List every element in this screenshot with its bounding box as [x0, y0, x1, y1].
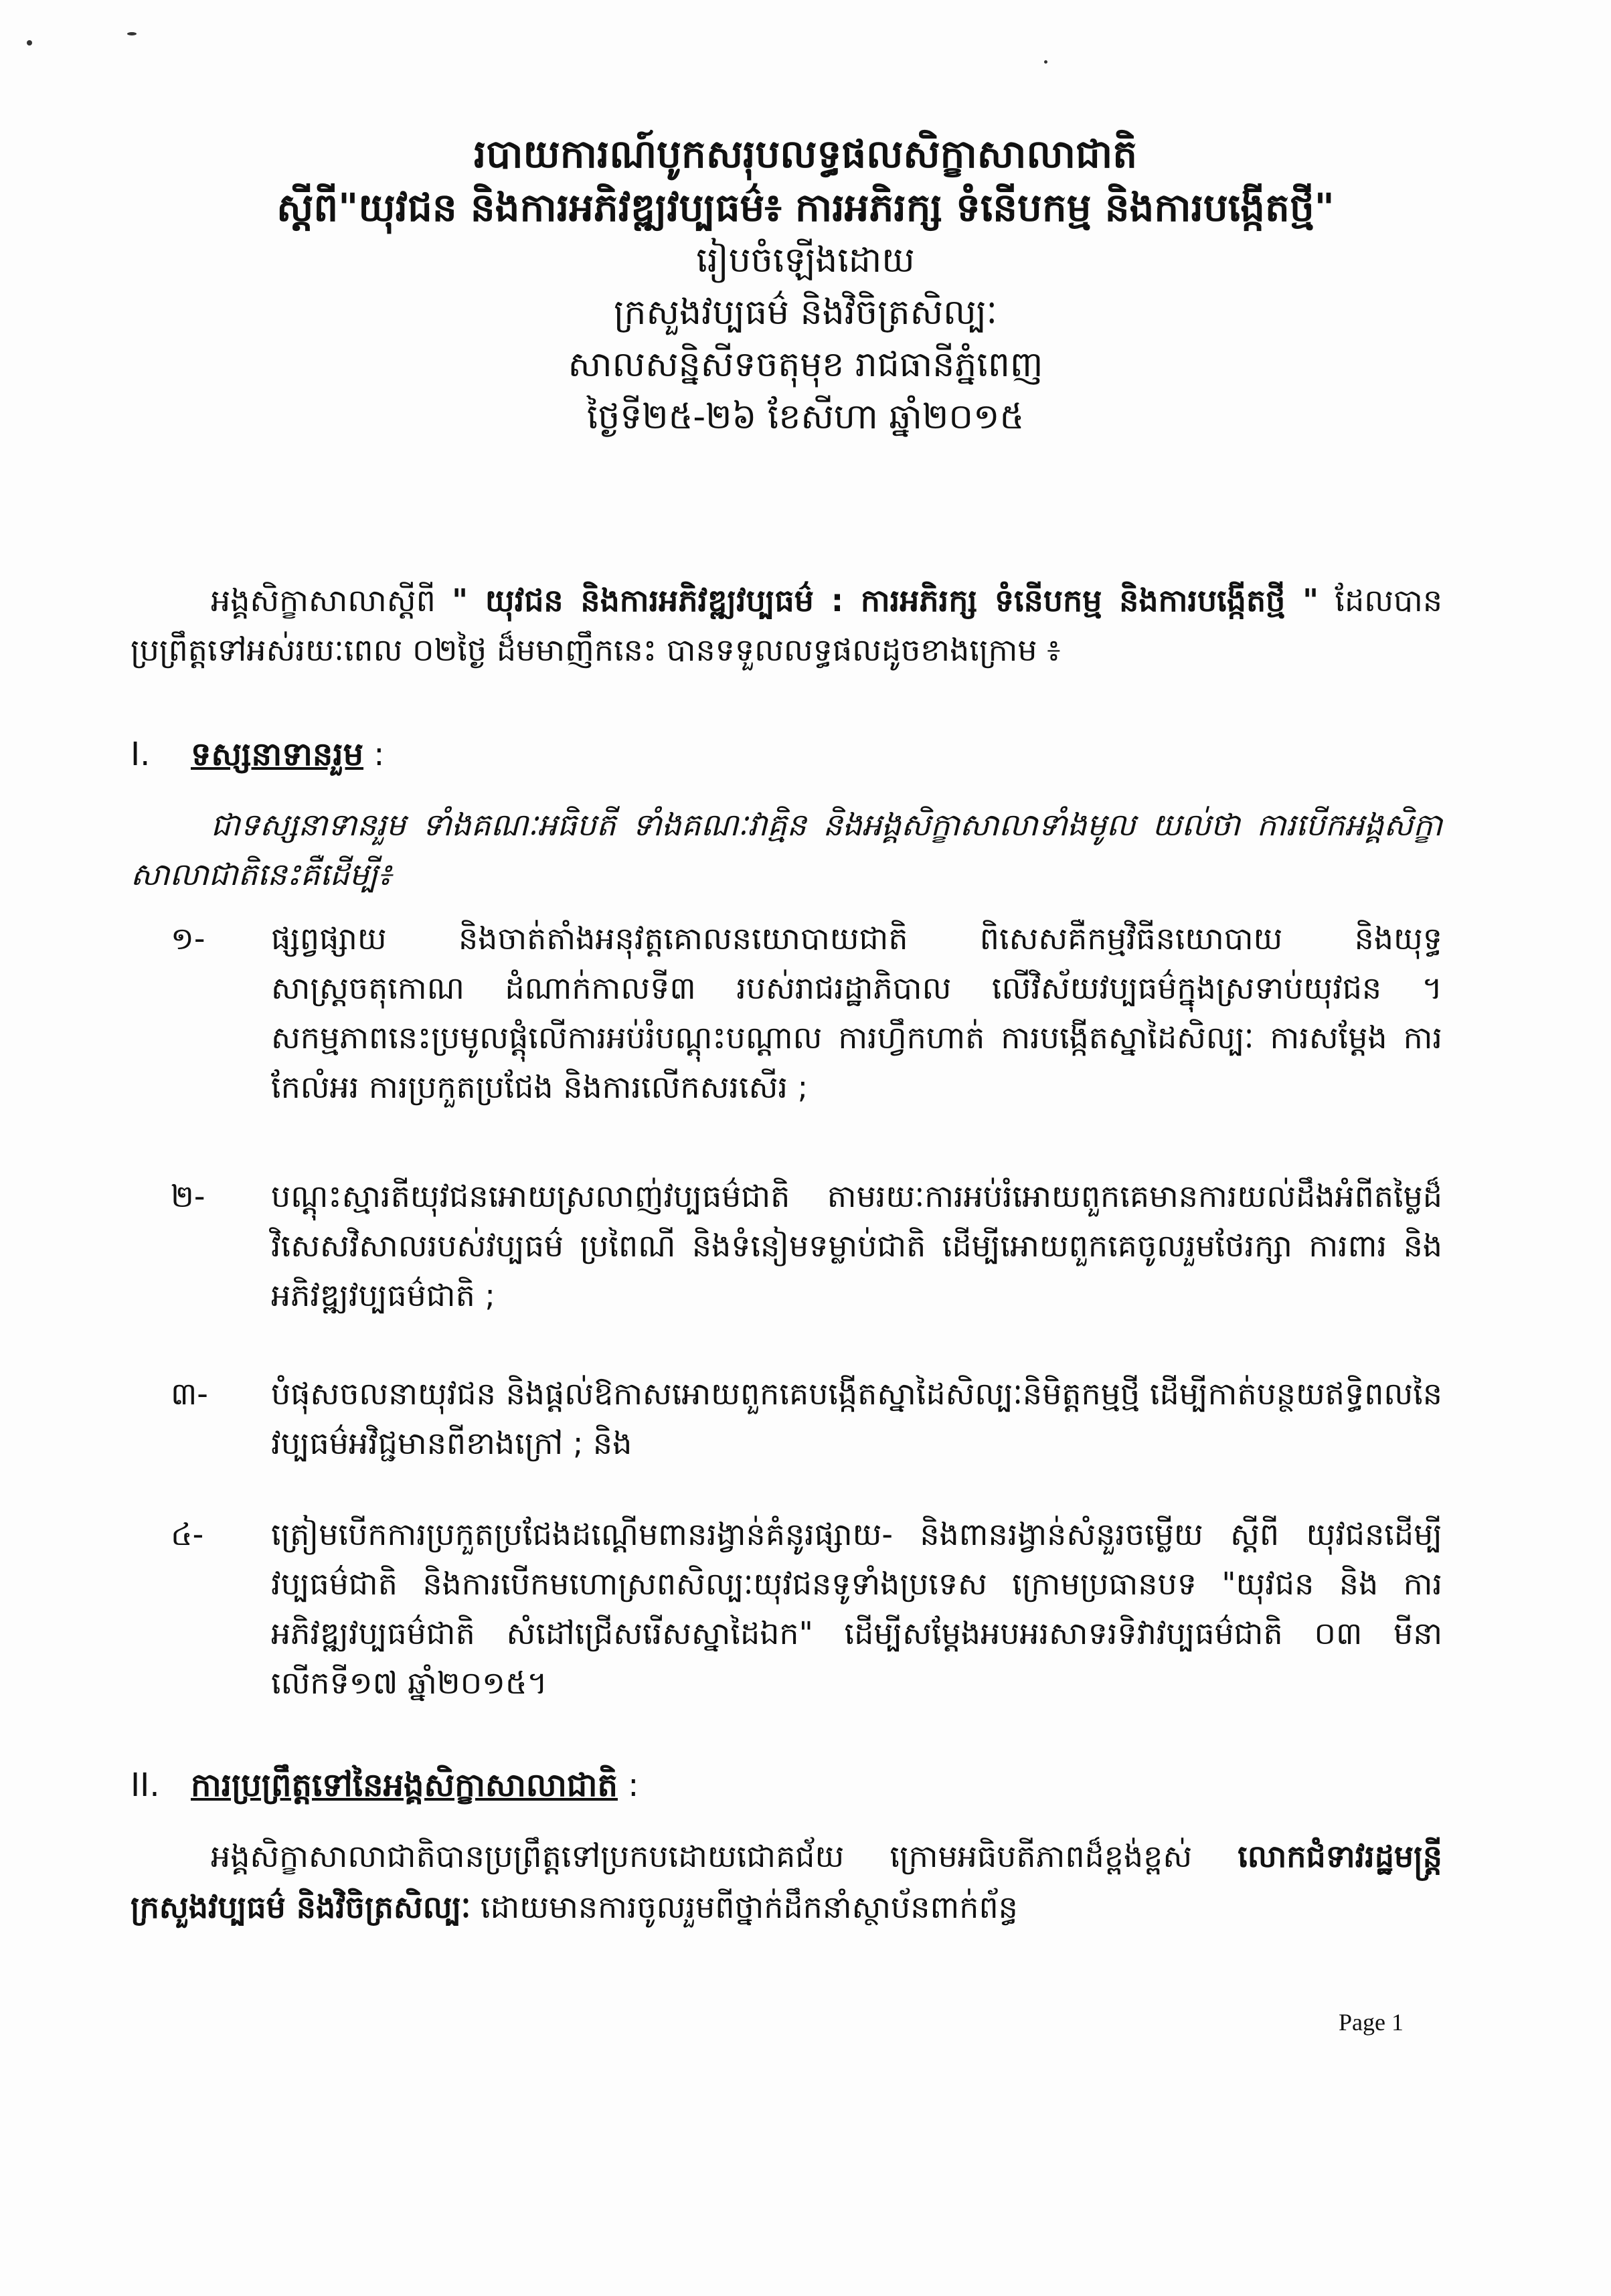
- document-header: [0, 127, 1611, 443]
- section-1-title: ទស្សនាទានរួម: [191, 736, 364, 773]
- page-number: Page 1: [1339, 2009, 1404, 2036]
- report-title: របាយការណ៍បូកសរុបលទ្ធផលសិក្ខាសាលាជាតិ: [473, 131, 1138, 177]
- list-item-text: បំផុសចលនាយុវជន និងផ្ដល់ឱកាសអោយពួកគេបង្កើតស្នាដៃសិល្បៈនិមិត្តកម្មថ្មី ដើម្បីកាត់បន្ថយឥទ្ធិពលនៃវប្បធម៌អវិជ្ជមានពីខាងក្រៅ ; និង: [271, 1376, 1442, 1461]
- list-item-text: បណ្ដុះស្មារតីយុវជនអោយស្រលាញ់វប្បធម៌ជាតិ តាមរយៈការអប់រំអោយពួកគេមានការយល់ដឹងអំពីតម្លៃដ៏វិសេសវិសាលរបស់វប្បធម៌ ប្រពៃណី និងទំនៀមទម្លាប់ជាតិ ដើម្បីអោយពួកគេចូលរួមថែរក្សា ការពារ និងអភិវឌ្ឍវប្បធម៌ជាតិ ;: [271, 1178, 1442, 1313]
- intro-rest: ដែលបានប្រព្រឹត្តទៅអស់រយៈពេល ០២ថ្ងៃ ដ៏មមាញឹកនេះ បានទទួលលទ្ធផលដូចខាងក្រោម ៖: [131, 582, 1443, 668]
- intro-theme: " យុវជន និងការអភិវឌ្ឍវប្បធម៌ : ការអភិរក្ស ទំនើបកម្ម និងការបង្កើតថ្មី ": [452, 582, 1319, 619]
- list-item-number: ៣-: [171, 1376, 208, 1412]
- scan-speck: [1044, 60, 1047, 64]
- venue: សាលសន្និសីទចតុមុខ រាជធានីភ្នំពេញ: [568, 345, 1043, 385]
- section-2-number: II.: [131, 1767, 160, 1804]
- section-2-paragraph: [131, 1831, 1442, 1933]
- intro-lead: អង្គសិក្ខាសាលាស្ដីពី: [211, 582, 452, 619]
- list-item-number: ២-: [171, 1178, 205, 1214]
- section-1-number: I.: [131, 736, 151, 773]
- section-1-overview: ជាទស្សនាទានរួម ទាំងគណៈអធិបតី ទាំងគណៈវាគ្មិន និងអង្គសិក្ខាសាលាទាំងមូល យល់ថា ការបើកអង្គសិក្ខាសាលាជាតិនេះគឺដើម្បី៖: [131, 807, 1442, 892]
- scan-speck: [27, 40, 32, 46]
- list-item-number: ៤-: [171, 1516, 204, 1552]
- list-item: [171, 1509, 1442, 1708]
- section-2-text-end: ដោយមានការចូលរួមពីថ្នាក់ដឹកនាំស្ថាប័នពាក់ព័ន្ធ: [471, 1889, 1018, 1925]
- section-2-heading: [131, 1760, 639, 1810]
- section-1-suffix: :: [363, 736, 385, 773]
- section-2-title: ការប្រព្រឹត្តទៅនៃអង្គសិក្ខាសាលាជាតិ: [191, 1767, 618, 1804]
- list-item-text: ត្រៀមបើកការប្រកួតប្រជែងដណ្ដើមពានរង្វាន់គំនូរផ្សាយ- និងពានរង្វាន់សំនួរចម្លើយ ស្ដីពី យុវជនដើម្បីវប្បធម៌ជាតិ និងការបើកមហោស្រពសិល្បៈយុវជនទូទាំងប្រទេស ក្រោមប្រធានបទ "យុវជន និង ការអភិវឌ្ឍវប្បធម៌ជាតិ សំដៅជ្រើសរើសស្នាដៃឯក" ដើម្បីសម្ដែងអបអរសាទរទិវាវប្បធម៌ជាតិ ០៣ មីនា លើកទី១៧ ឆ្នាំ២០១៥។: [271, 1516, 1442, 1701]
- scan-speck: [127, 32, 137, 35]
- list-item: [171, 1369, 1442, 1468]
- section-2-text-start: អង្គសិក្ខាសាលាជាតិបានប្រព្រឹត្តទៅប្រកបដោយជោគជ័យ ក្រោមអធិបតីភាពដ៏ខ្ពង់ខ្ពស់: [211, 1838, 1238, 1874]
- list-item-text: ផ្សព្វផ្សាយ និងចាត់តាំងអនុវត្តគោលនយោបាយជាតិ ពិសេសគឺកម្មវិធីនយោបាយ និងយុទ្ធសាស្ត្រចតុកោណ ដំណាក់កាលទី៣ របស់រាជរដ្ឋាភិបាល លើវិស័យវប្បធម៌ក្នុងស្រទាប់យុវជន ។ សកម្មភាពនេះប្រមូលផ្ដុំលើការអប់រំបណ្ដុះបណ្ដាល ការហ្វឹកហាត់ ការបង្កើតស្នាដៃសិល្បៈ ការសម្ដែង ការកែលំអរ ការប្រកួតប្រជែង និងការលើកសរសើរ ;: [271, 920, 1442, 1105]
- list-item-number: ១-: [171, 920, 205, 957]
- event-date: ថ្ងៃទី២៥-២៦ ខែសីហា ឆ្នាំ២០១៥: [586, 397, 1025, 437]
- report-subtitle: ស្ដីពី"យុវជន និងការអភិវឌ្ឍវប្បធម៌៖ ការអភិរក្ស ទំនើបកម្ម និងការបង្កើតថ្មី": [276, 185, 1335, 230]
- ministry-name: ក្រសួងវប្បធម៌ និងវិចិត្រសិល្បៈ: [614, 293, 997, 333]
- section-2-suffix: :: [617, 1767, 639, 1804]
- list-item: [171, 914, 1442, 1112]
- section-1-heading: [131, 730, 384, 779]
- section-2-text-bold: លោកជំទាវរដ្ឋមន្ត្រីក្រសួងវប្បធម៌ និងវិចិត្រសិល្បៈ: [131, 1838, 1442, 1925]
- intro-paragraph: [131, 576, 1442, 675]
- list-item: [171, 1171, 1442, 1320]
- organized-by: រៀបចំឡើងដោយ: [696, 240, 915, 280]
